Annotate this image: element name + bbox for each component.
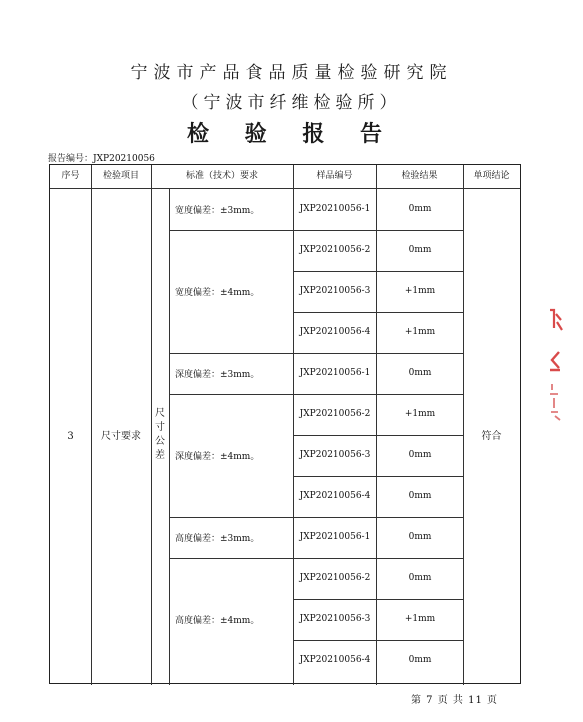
header-conclusion: 单项结论 [473, 171, 510, 182]
header-sample-no: 样品编号 [316, 171, 353, 182]
col-divider [151, 165, 152, 685]
result-cell: +1mm [404, 614, 436, 625]
sample-no-cell: JXP20210056-3 [299, 614, 371, 625]
seal-fragment [546, 350, 564, 374]
sample-no-cell: JXP20210056-2 [299, 245, 371, 256]
result-cell: +1mm [404, 327, 436, 338]
sample-no-cell: JXP20210056-1 [299, 368, 371, 379]
result-cell: 0mm [408, 450, 432, 461]
result-cell: 0mm [408, 655, 432, 666]
sample-no-cell: JXP20210056-1 [299, 204, 371, 215]
result-cell: 0mm [408, 368, 432, 379]
sub-item-cell: 尺寸公差 [155, 408, 165, 461]
seal-fragment [546, 382, 564, 422]
sample-no-cell: JXP20210056-4 [299, 491, 371, 502]
sample-no-cell: JXP20210056-3 [299, 286, 371, 297]
sample-no-cell: JXP20210056-3 [299, 450, 371, 461]
report-number-label: 报告编号： [48, 154, 94, 164]
sample-no-cell: JXP20210056-2 [299, 409, 371, 420]
header-seq: 序号 [61, 171, 80, 182]
item-cell: 尺寸要求 [101, 431, 141, 442]
result-cell: 0mm [408, 491, 432, 502]
inspection-table [49, 164, 521, 684]
report-title: 检 验 报 告 [187, 121, 396, 147]
requirement-cell: 深度偏差：±4mm。 [175, 452, 260, 462]
result-cell: 0mm [408, 204, 432, 215]
result-cell: +1mm [404, 409, 436, 420]
result-cell: +1mm [404, 286, 436, 297]
result-cell: 0mm [408, 245, 432, 256]
sample-no-cell: JXP20210056-4 [299, 327, 371, 338]
requirement-cell: 高度偏差：±3mm。 [175, 534, 260, 544]
subcol-divider [169, 188, 170, 685]
conclusion-cell: 符合 [481, 431, 502, 442]
report-number [48, 151, 155, 164]
seal-fragment [546, 308, 564, 334]
requirement-cell: 宽度偏差：±4mm。 [175, 288, 260, 298]
seq-cell: 3 [67, 431, 74, 442]
institute-subname: （宁波市纤维检验所） [181, 93, 402, 113]
institute-name: 宁波市产品食品质量检验研究院 [130, 63, 453, 83]
page-footer: 第 7 页 共 11 页 [411, 695, 498, 706]
sample-no-cell: JXP20210056-4 [299, 655, 371, 666]
sample-no-cell: JXP20210056-2 [299, 573, 371, 584]
result-cell: 0mm [408, 532, 432, 543]
result-cell: 0mm [408, 573, 432, 584]
requirement-cell: 高度偏差：±4mm。 [175, 616, 260, 626]
header-requirement: 标准（技术）要求 [185, 171, 258, 182]
sample-no-cell: JXP20210056-1 [299, 532, 371, 543]
requirement-cell: 深度偏差：±3mm。 [175, 370, 260, 380]
report-number-value: JXP20210056 [93, 154, 155, 164]
requirement-cell: 宽度偏差：±3mm。 [175, 206, 260, 216]
header-result: 检验结果 [401, 171, 438, 182]
header-item: 检验项目 [102, 171, 139, 182]
